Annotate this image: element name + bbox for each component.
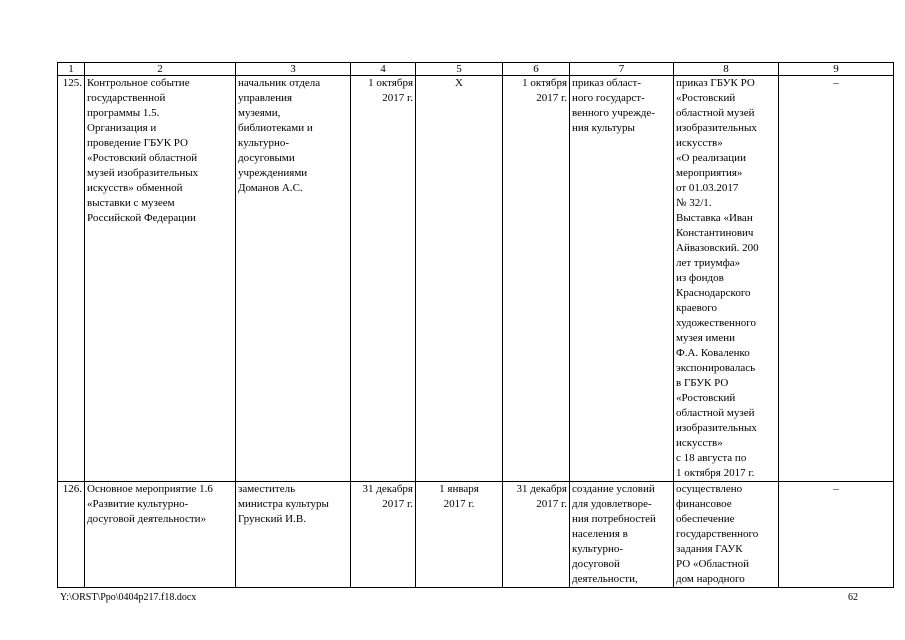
actual-result-line: Выставка «Иван (676, 212, 753, 224)
actual-result-line: областной музей (676, 407, 755, 419)
reasons-cell (779, 482, 894, 588)
actual-result-cell (674, 76, 779, 482)
footer-page-number: 62 (848, 592, 858, 603)
event-name-line: Организация и (87, 122, 157, 134)
actual-result-line: 1 октября 2017 г. (676, 467, 755, 479)
actual-result-line: искусств» (676, 437, 723, 449)
actual-result-line: приказ ГБУК РО (676, 77, 755, 89)
col-header-7: 7 (570, 63, 674, 76)
event-name-line: государственной (87, 92, 166, 104)
event-name-line: «Развитие культурно- (87, 498, 189, 510)
actual-result-line: лет триумфа» (676, 257, 741, 269)
planned-date-line: 31 декабря (362, 483, 413, 495)
actual-result-line: Краснодарского (676, 287, 751, 299)
col-header-6: 6 (503, 63, 570, 76)
actual-result-line: Ф.А. Коваленко (676, 347, 750, 359)
expected-result-cell (570, 482, 674, 588)
responsible-person-line: начальник отдела (238, 77, 321, 89)
actual-start-date-line: Х (455, 77, 463, 89)
col-header-9: 9 (779, 63, 894, 76)
actual-result-line: областной музей (676, 107, 755, 119)
actual-result-line: в ГБУК РО (676, 377, 729, 389)
actual-result-line: с 18 августа по (676, 452, 747, 464)
actual-result-line: мероприятия» (676, 167, 743, 179)
actual-start-date-line: 2017 г. (443, 498, 475, 510)
actual-result-line: искусств» (676, 137, 723, 149)
responsible-person-line: досуговыми (238, 152, 295, 164)
actual-result-line: изобразительных (676, 422, 757, 434)
actual-result-line: от 01.03.2017 (676, 182, 739, 194)
event-name-line: Основное мероприятие 1.6 (87, 483, 213, 495)
responsible-person-line: учреждениями (238, 167, 308, 179)
event-name-line: Российской Федерации (87, 212, 196, 224)
responsible-person-line: управления (238, 92, 293, 104)
planned-date-line: 2017 г. (382, 92, 413, 104)
responsible-person-line: библиотеками и (238, 122, 313, 134)
expected-result-line: приказ област- (572, 77, 641, 89)
event-name-line: проведение ГБУК РО (87, 137, 188, 149)
event-name-line: выставки с музеем (87, 197, 175, 209)
table-row (58, 482, 894, 588)
planned-date-cell (351, 482, 416, 588)
row-number-cell: 125. (58, 76, 85, 482)
expected-result-line: ния культуры (572, 122, 635, 134)
actual-result-line: музея имени (676, 332, 736, 344)
reasons-line: – (833, 77, 839, 89)
actual-result-line: государственного (676, 528, 759, 540)
actual-result-line: осуществлено (676, 483, 743, 495)
planned-date-line: 2017 г. (382, 498, 413, 510)
actual-result-line: из фондов (676, 272, 724, 284)
actual-result-line: изобразительных (676, 122, 757, 134)
expected-result-line: культурно- (572, 543, 624, 555)
actual-end-date-line: 31 декабря (516, 483, 567, 495)
expected-result-line: деятельности, (572, 573, 638, 585)
actual-end-date-line: 2017 г. (536, 498, 567, 510)
actual-start-date-line: 1 января (439, 483, 479, 495)
col-header-8: 8 (674, 63, 779, 76)
event-name-cell (85, 482, 236, 588)
actual-result-line: финансовое (676, 498, 732, 510)
event-name-line: музей изобразительных (87, 167, 199, 179)
footer-file-path: Y:\ORST\Ppo\0404p217.f18.docx (60, 592, 197, 603)
actual-start-date-cell (416, 482, 503, 588)
actual-result-line: «Ростовский (676, 92, 736, 104)
actual-end-date-line: 2017 г. (536, 92, 567, 104)
event-name-line: программы 1.5. (87, 107, 160, 119)
actual-result-line: № 32/1. (676, 197, 712, 209)
responsible-person-line: министра культуры (238, 498, 329, 510)
event-name-line: Контрольное событие (87, 77, 190, 89)
event-name-cell (85, 76, 236, 482)
actual-end-date-cell (503, 76, 570, 482)
actual-result-line: Айвазовский. 200 (676, 242, 759, 254)
actual-result-line: дом народного (676, 573, 745, 585)
table-row (58, 76, 894, 482)
actual-result-line: РО «Областной (676, 558, 750, 570)
expected-result-cell (570, 76, 674, 482)
col-header-1: 1 (58, 63, 85, 76)
actual-result-line: экспонировалась (676, 362, 756, 374)
report-table (57, 62, 894, 588)
actual-result-line: задания ГАУК (676, 543, 743, 555)
expected-result-line: ного государст- (572, 92, 645, 104)
responsible-person-cell (236, 76, 351, 482)
actual-result-line: обеспечение (676, 513, 735, 525)
col-header-3: 3 (236, 63, 351, 76)
expected-result-line: для удовлетворе- (572, 498, 652, 510)
expected-result-line: населения в (572, 528, 628, 540)
column-number-row (58, 63, 894, 76)
row-number-cell: 126. (58, 482, 85, 588)
col-header-2: 2 (85, 63, 236, 76)
responsible-person-line: Доманов А.С. (238, 182, 303, 194)
responsible-person-line: культурно- (238, 137, 290, 149)
reasons-line: – (833, 483, 839, 495)
actual-result-line: краевого (676, 302, 717, 314)
actual-result-line: Константинович (676, 227, 754, 239)
expected-result-line: венного учрежде- (572, 107, 655, 119)
col-header-4: 4 (351, 63, 416, 76)
responsible-person-line: заместитель (238, 483, 296, 495)
responsible-person-line: музеями, (238, 107, 281, 119)
responsible-person-cell (236, 482, 351, 588)
event-name-line: досуговой деятельности» (87, 513, 207, 525)
actual-end-date-line: 1 октября (522, 77, 567, 89)
expected-result-line: досуговой (572, 558, 620, 570)
actual-end-date-cell (503, 482, 570, 588)
event-name-line: «Ростовский областной (87, 152, 198, 164)
planned-date-cell (351, 76, 416, 482)
event-name-line: искусств» обменной (87, 182, 183, 194)
col-header-5: 5 (416, 63, 503, 76)
actual-result-line: «Ростовский (676, 392, 736, 404)
actual-result-cell (674, 482, 779, 588)
expected-result-line: ния потребностей (572, 513, 656, 525)
actual-result-line: «О реализации (676, 152, 746, 164)
expected-result-line: создание условий (572, 483, 655, 495)
planned-date-line: 1 октября (368, 77, 413, 89)
responsible-person-line: Грунский И.В. (238, 513, 306, 525)
actual-result-line: художественного (676, 317, 757, 329)
reasons-cell (779, 76, 894, 482)
actual-start-date-cell (416, 76, 503, 482)
